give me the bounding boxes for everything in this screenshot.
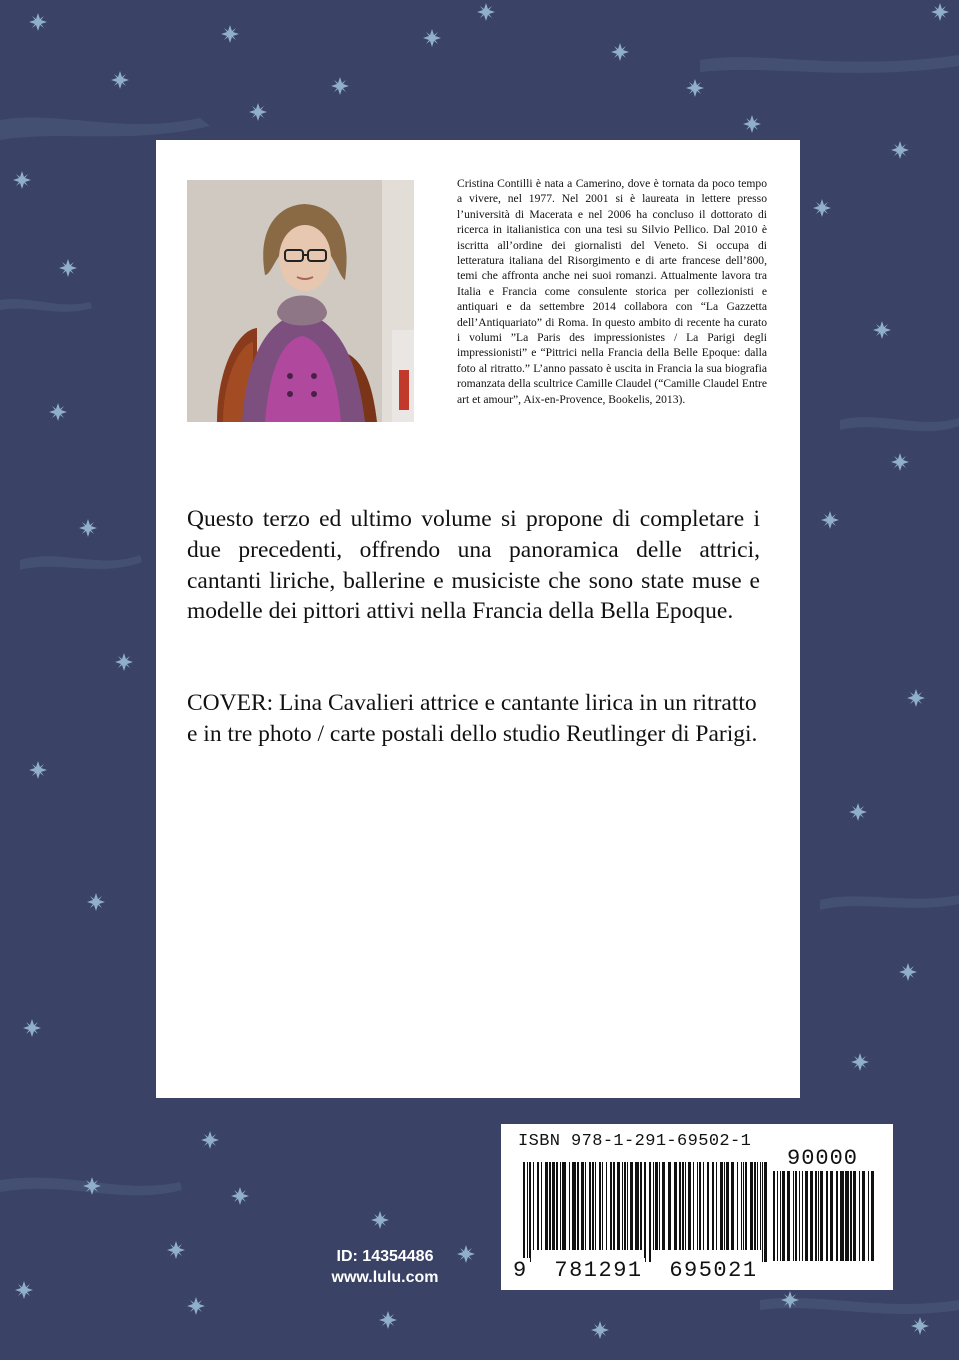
barcode-bar xyxy=(805,1171,808,1261)
author-bio: Cristina Contilli è nata a Camerino, dove è tornata da poco tempo a vivere, nel 1977. Nel 2001 si è laureata in lettere presso l’università di Macerata e nel 2006 ha concluso il dottorato di ricerca in italianistica con una tesi su Silvio Pellico. Dal 2010 è iscritta all’ordine dei giornalisti del Veneto. Si occupa di letteratura italiana del Risorgimento e di arte francese dell’800, temi che affronta anche nei suoi romanzi. Attualmente lavora tra Italia e Francia come consulente storica per collezionisti e antiquari e da settembre 2014 collabora con “La Gazzetta dell’Antiquariato” di Roma. In questo ambito di recente ha curato i volumi ”La Paris des impressionistes / La Parigi degli impressionisti” e “Pittrici nella Francia della Belle Epoque: dalla foto al ritratto.” L’anno passato è uscita in Francia la sua biografia romanzata della scultrice Camille Claudel (“Camille Claudel Entre art et amour”, Aix-en-Provence, Bookelis, 2013). xyxy=(457,177,768,406)
barcode-bar xyxy=(541,1162,542,1250)
barcode-bar xyxy=(537,1162,539,1250)
barcode-bar xyxy=(662,1162,665,1250)
barcode-bar xyxy=(859,1171,860,1261)
ean-digits-left: 781291 xyxy=(554,1258,643,1283)
barcode-bar xyxy=(693,1162,694,1250)
barcode-bar xyxy=(545,1162,548,1250)
barcode-bar xyxy=(635,1162,639,1250)
barcode-bar xyxy=(850,1171,852,1261)
barcode-bar xyxy=(644,1162,646,1262)
barcode-bar xyxy=(743,1162,744,1250)
addon-bars xyxy=(773,1171,875,1273)
barcode-bar xyxy=(679,1162,681,1250)
barcode-bar xyxy=(674,1162,677,1250)
isbn-label: ISBN 978-1-291-69502-1 xyxy=(518,1132,752,1151)
barcode-bar xyxy=(572,1162,576,1250)
barcode-bar xyxy=(627,1162,628,1250)
barcode-bar xyxy=(606,1162,607,1250)
price-code: 90000 xyxy=(787,1146,859,1171)
barcode-bar xyxy=(830,1171,833,1261)
barcode-bar xyxy=(826,1171,828,1261)
barcode-bar xyxy=(720,1162,723,1250)
barcode-bar xyxy=(523,1162,525,1262)
barcode-bar xyxy=(585,1162,586,1250)
barcode-bar xyxy=(724,1162,725,1250)
barcode-bar xyxy=(868,1171,869,1261)
barcode-bar xyxy=(560,1162,561,1250)
barcode-bar xyxy=(617,1162,620,1250)
book-description: Questo terzo ed ultimo volume si propone di completare i due precedenti, offrendo una panoramica delle attrici, cantanti liriche, ballerine e musiciste che sono state muse e modelle dei pittori attivi nella Francia della Bella Epoque. xyxy=(187,506,760,625)
barcode-bar xyxy=(716,1162,717,1250)
barcode-bar xyxy=(862,1171,865,1261)
barcode-bar xyxy=(745,1162,747,1250)
barcode-bar xyxy=(799,1171,800,1261)
barcode-bar xyxy=(581,1162,584,1250)
barcode-bar xyxy=(697,1162,698,1250)
barcode-bar xyxy=(754,1162,756,1250)
ean-digits xyxy=(511,1258,760,1283)
barcode-bar xyxy=(793,1171,794,1261)
barcode-bar xyxy=(556,1162,558,1250)
publisher-info xyxy=(300,1246,470,1288)
barcode-bar xyxy=(782,1171,785,1261)
barcode-bar xyxy=(649,1162,651,1262)
barcode-bar xyxy=(780,1171,781,1261)
ean-digits-right: 695021 xyxy=(669,1258,758,1283)
barcode-bar xyxy=(707,1162,709,1250)
barcode-bar xyxy=(764,1162,767,1262)
barcode-bar xyxy=(845,1171,849,1261)
barcode-bar xyxy=(815,1171,817,1261)
barcode-bar xyxy=(760,1162,761,1250)
barcode-bar xyxy=(762,1162,763,1262)
barcode-bar xyxy=(613,1162,615,1250)
barcode-bar xyxy=(726,1162,729,1250)
barcode-bar xyxy=(552,1162,555,1250)
cover-credit: COVER: Lina Cavalieri attrice e cantante lirica in un ritratto e in tre photo / carte postali dello studio Reutlinger di Parigi. xyxy=(187,690,758,747)
author-portrait xyxy=(187,180,414,422)
barcode-bar xyxy=(731,1162,734,1250)
barcode-bar xyxy=(685,1162,686,1250)
barcode-bar xyxy=(592,1162,594,1250)
barcode-bar xyxy=(818,1171,819,1261)
barcode-bar xyxy=(777,1171,778,1261)
barcode-bar xyxy=(624,1162,626,1250)
barcode-bar xyxy=(668,1162,671,1250)
barcode-bar xyxy=(569,1162,570,1250)
barcode-bar xyxy=(527,1162,528,1262)
barcode-bar xyxy=(533,1162,534,1250)
barcode-bar xyxy=(599,1162,601,1250)
barcode-bar xyxy=(653,1162,654,1250)
publisher-id: ID: 14354486 xyxy=(336,1248,434,1265)
barcode-bar xyxy=(622,1162,623,1250)
barcode-bar xyxy=(562,1162,566,1250)
barcode-bar xyxy=(610,1162,612,1250)
barcode-bar xyxy=(810,1171,813,1261)
barcode-bar xyxy=(595,1162,596,1250)
barcode-bar xyxy=(655,1162,658,1250)
ean-bars xyxy=(523,1162,769,1262)
barcode-bar xyxy=(871,1171,874,1261)
ean-digit-lead: 9 xyxy=(513,1258,528,1283)
barcode-bar xyxy=(529,1162,531,1262)
back-cover-panel xyxy=(156,140,800,1098)
barcode-bar xyxy=(820,1171,823,1261)
barcode-bar xyxy=(802,1171,803,1261)
barcode-bar xyxy=(737,1162,738,1250)
barcode-bar xyxy=(795,1171,797,1261)
barcode-bar xyxy=(840,1171,844,1261)
isbn-barcode xyxy=(501,1124,893,1290)
barcode-bar xyxy=(836,1171,838,1261)
barcode-bar xyxy=(741,1162,742,1250)
barcode-bar xyxy=(750,1162,753,1250)
barcode-bar xyxy=(602,1162,603,1250)
barcode-bar xyxy=(787,1171,790,1261)
barcode-bar xyxy=(688,1162,691,1250)
barcode-bar xyxy=(853,1171,856,1261)
barcode-bar xyxy=(699,1162,701,1250)
barcode-bar xyxy=(640,1162,642,1250)
barcode-bar xyxy=(630,1162,633,1250)
barcode-bar xyxy=(577,1162,579,1250)
barcode-bar xyxy=(659,1162,660,1250)
barcode-bar xyxy=(757,1162,758,1250)
barcode-bar xyxy=(589,1162,591,1250)
publisher-url: www.lulu.com xyxy=(331,1269,439,1286)
barcode-bar xyxy=(703,1162,704,1250)
barcode-bar xyxy=(712,1162,714,1250)
barcode-bar xyxy=(549,1162,551,1250)
barcode-bar xyxy=(773,1171,775,1261)
barcode-bar xyxy=(682,1162,684,1250)
